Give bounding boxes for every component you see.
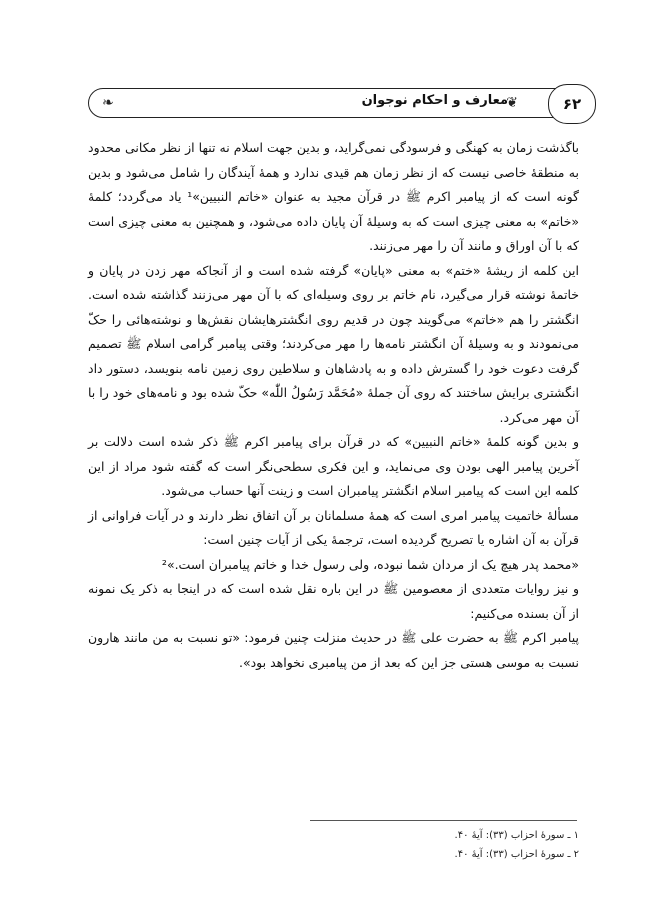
footnote-divider [310,820,577,821]
quran-quote: «محمد پدر هیچ یک از مردان شما نبوده، ولی رسول خدا و خاتم پیامبران است.»² [161,556,579,572]
paragraph: و بدین گونه کلمهٔ «خاتم النبیین» که در قرآن برای پیامبر اکرم ﷺ ذکر شده است دلالت بر آخرین پیامبر الهی بودن وی می‌نماید، و این فکری سطحی‌نگر است که گفته شود مراد از این کلمه این است که پیامبر اسلام انگشتر پیامبران است و زینت آنها حساب می‌شود. [88,434,579,498]
header-ornament-right-icon: ❦ [506,95,518,111]
header-ornament-left-icon: ❧ [102,95,114,111]
body-text [88,136,579,675]
footnote: ۱ ـ سورهٔ احزاب (۳۳): آیهٔ ۴۰. [454,830,579,841]
footnote: ۲ ـ سورهٔ احزاب (۳۳): آیهٔ ۴۰. [454,849,579,860]
paragraph: و نیز روایات متعددی از معصومین ﷺ در این باره نقل شده است که در اینجا به ذکر یک نمونه از آن بسنده می‌کنیم: [88,581,579,621]
paragraph: باگذشت زمان به کهنگی و فرسودگی نمی‌گراید، و بدین جهت اسلام نه تنها از نظر مکانی محدود به منطقهٔ خاصی نیست که از نظر زمان هم قیدی ندارد و همهٔ آیندگان را شامل می‌شود و بدین گونه است که از پیامبر اکرم ﷺ در قرآن مجید به عنوان «خاتم النبیین»¹ یاد می‌گردد؛ کلمهٔ «خاتم» به معنی چیزی است که به وسیلهٔ آن پایان داده می‌شود، و همچنین به معنی چیزی است که با آن اوراق و مانند آن را مهر می‌زنند. [88,140,579,253]
paragraph: این کلمه از ریشهٔ «ختم» به معنی «پایان» گرفته شده است و از آنجاکه مهر زدن در پایان و خاتمهٔ نوشته قرار می‌گیرد، نام خاتم بر روی وسیله‌ای که با آن مهر می‌زنند گذاشته شده است. انگشتر را هم «خاتم» می‌گویند چون در قدیم روی انگشترهایشان نقش‌ها و نوشته‌هائی را حکّ می‌نمودند و به وسیلهٔ آن انگشتر نامه‌ها را مهر می‌کردند؛ وقتی پیامبر گرامی اسلام ﷺ تصمیم گرفت دعوت خود را گسترش داده و به پادشاهان و سلاطین روی زمین نامه بنویسد، دستور داد انگشتری برایش ساختند که روی آن جملهٔ «مُحَمَّد رَسُولُ اللّٰه» حکّ شده بود و نامه‌های خود را با آن مهر می‌کرد. [88,262,579,425]
running-title: معارف و احکام نوجوان [361,93,508,108]
footnotes [300,826,579,864]
paragraph: پیامبر اکرم ﷺ به حضرت علی ﷺ در حدیث منزلت چنین فرمود: «تو نسبت به من مانند هارون نسبت به موسی هستی جز این که بعد از من پیامبری نخواهد بود». [88,630,579,670]
page-header [88,88,582,118]
paragraph: مسألهٔ خاتمیت پیامبر امری است که همهٔ مسلمانان بر آن اتفاق نظر دارند و در آیات فراوانی از قرآن به آن اشاره یا تصریح گردیده است، ترجمهٔ یکی از آیات چنین است: [88,507,579,547]
page-number: ۶۲ [548,84,596,124]
